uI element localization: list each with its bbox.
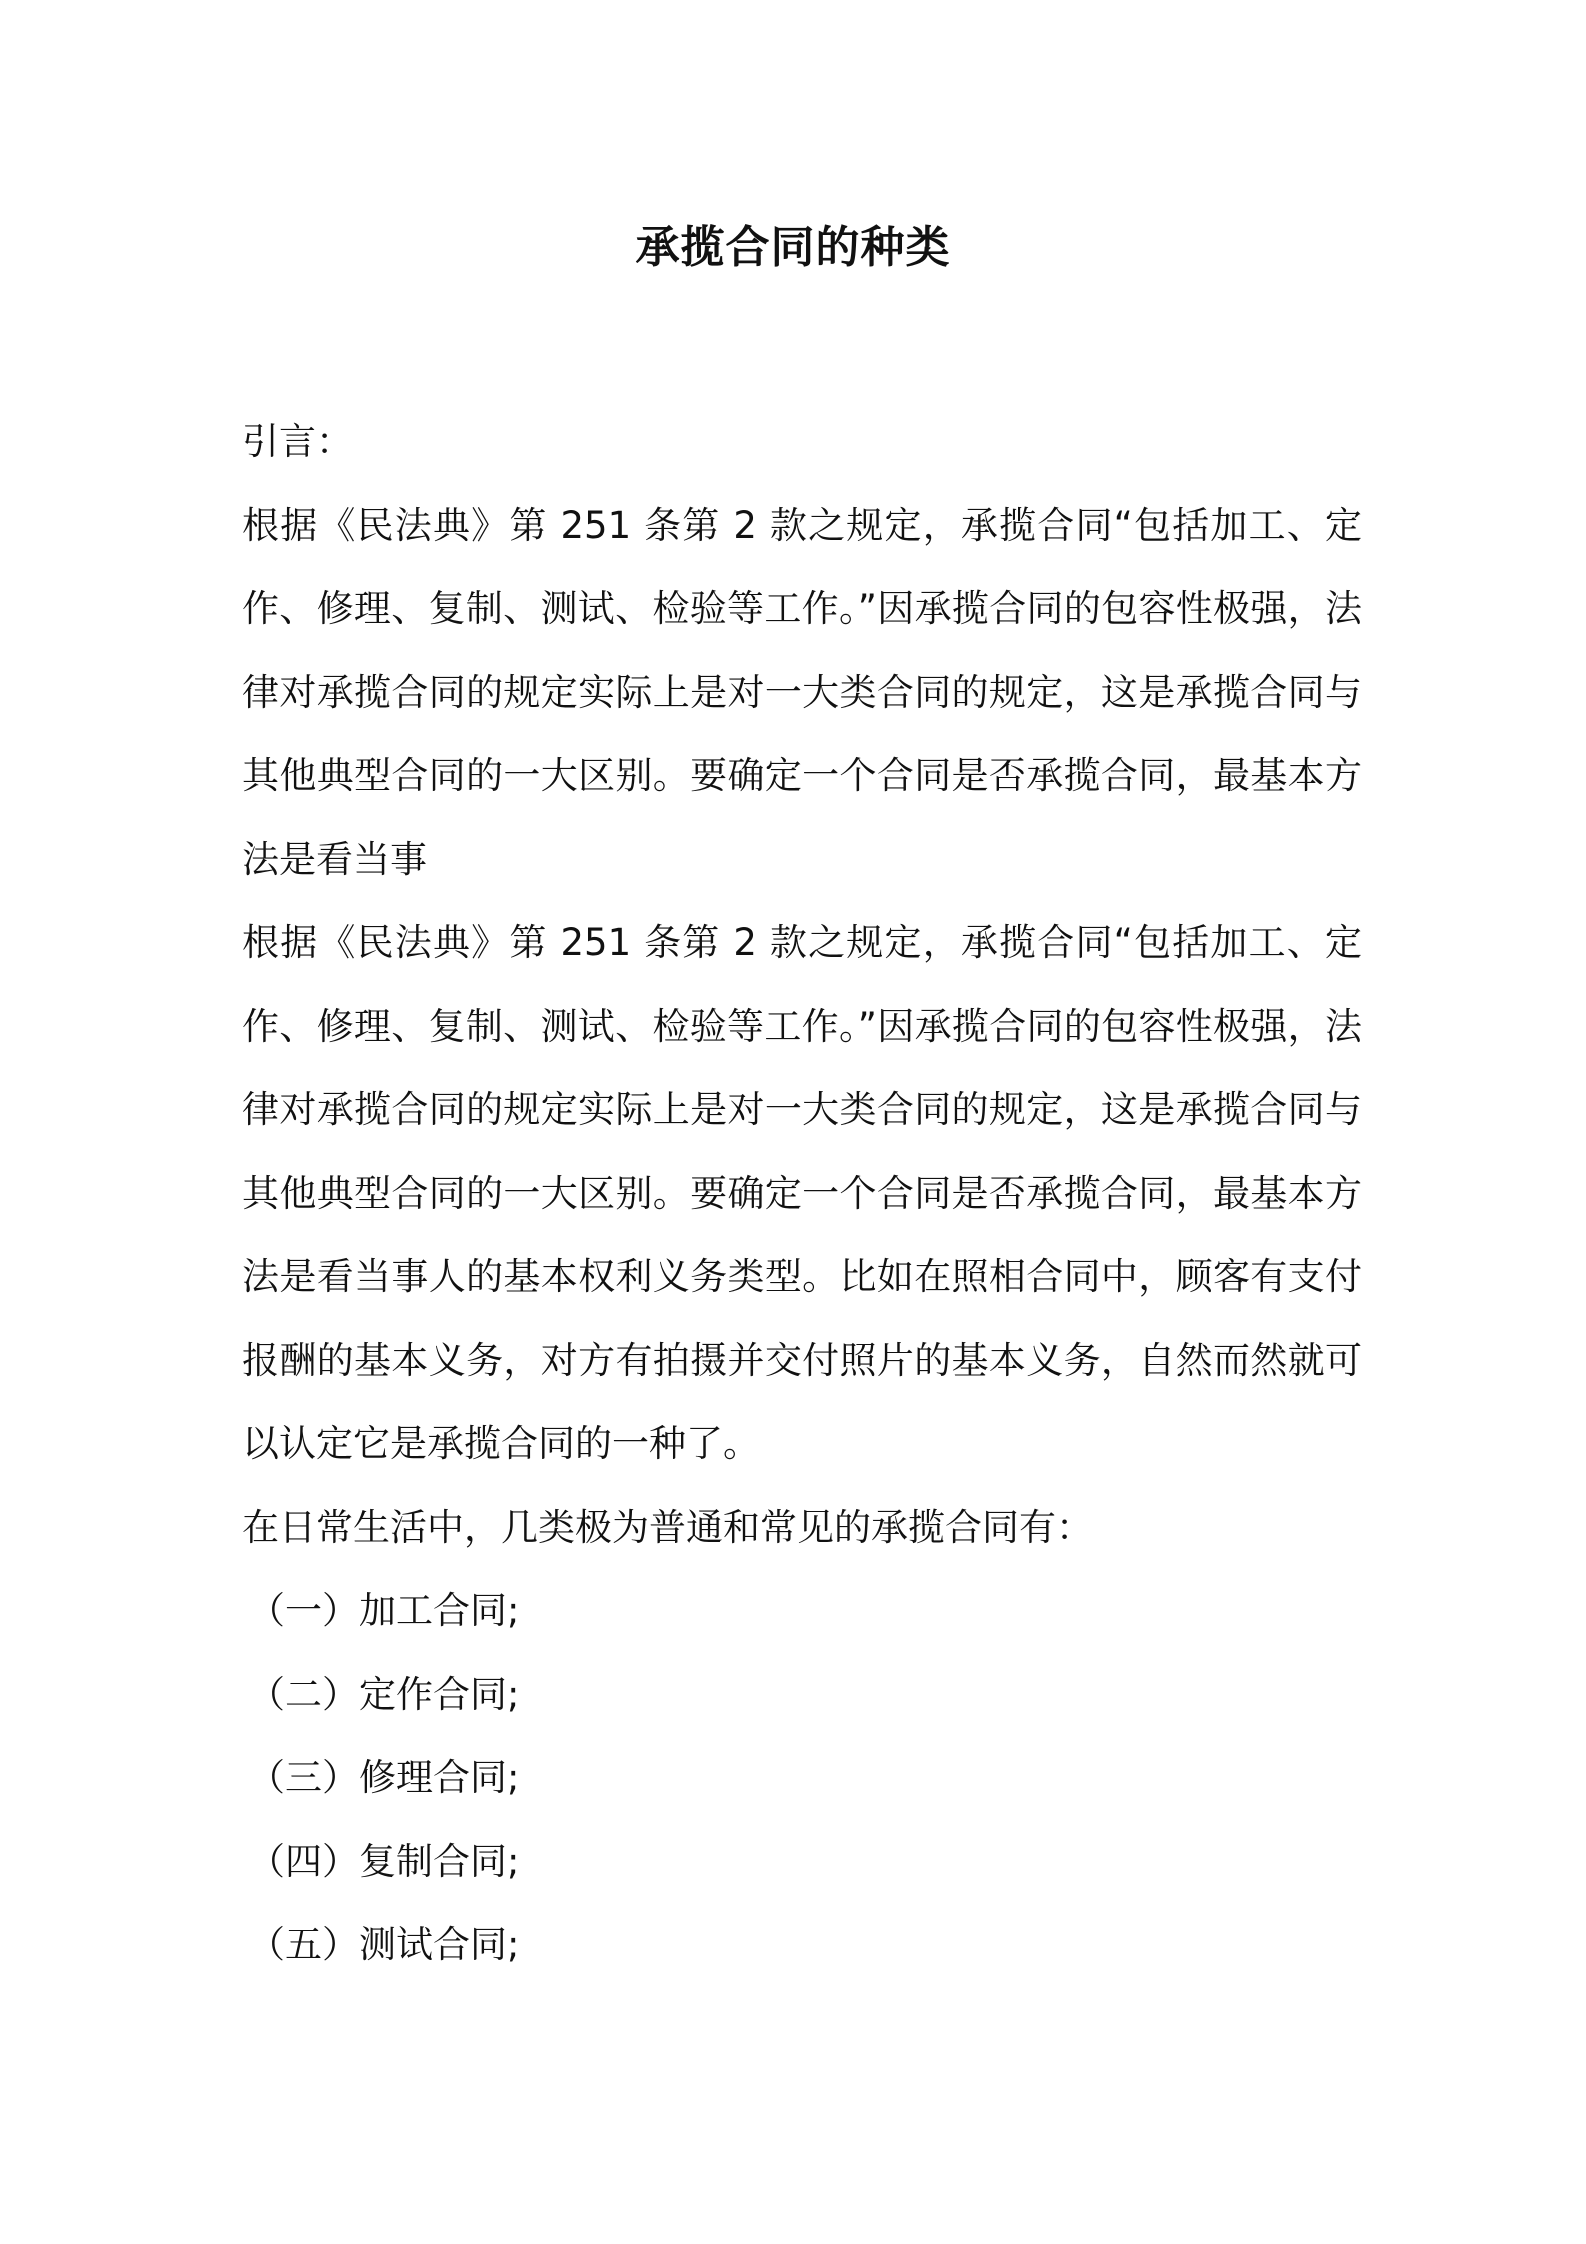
list-item <box>242 1569 1362 1653</box>
list-item <box>242 1903 1362 1987</box>
list-item <box>242 1653 1362 1737</box>
list-item-number: （三） <box>248 1756 359 1799</box>
list-item-number: （二） <box>248 1672 359 1716</box>
paragraph-1: 根据《民法典》第 251 条第 2 款之规定，承揽合同“包括加工、定作、修理、复制、测试、检验等工作。”因承揽合同的包容性极强，法律对承揽合同的规定实际上是对一大类合同的规定，这是承揽合同与其他典型合同的一大区别。要确定一个合同是否承揽合同，最基本方法是看当事 <box>242 503 1362 881</box>
paragraph-2: 根据《民法典》第 251 条第 2 款之规定，承揽合同“包括加工、定作、修理、复制、测试、检验等工作。”因承揽合同的包容性极强，法律对承揽合同的规定实际上是对一大类合同的规定，这是承揽合同与其他典型合同的一大区别。要确定一个合同是否承揽合同，最基本方法是看当事人的基本权利义务类型。比如在照相合同中，顾客有支付报酬的基本义务，对方有拍摄并交付照片的基本义务，自然而然就可以认定它是承揽合同的一种了。 <box>242 921 1362 1465</box>
list-item-number: （五） <box>248 1923 359 1966</box>
list-item <box>242 1736 1362 1820</box>
list-item-text: 测试合同; <box>359 1923 520 1966</box>
list-intro: 在日常生活中，几类极为普通和常见的承揽合同有： <box>242 1505 1093 1549</box>
list-item-number: （四） <box>248 1839 359 1883</box>
list-item <box>242 1820 1362 1904</box>
list-item-number: （一） <box>248 1589 359 1632</box>
document-title: 承揽合同的种类 <box>635 222 951 273</box>
list-item-text: 加工合同; <box>359 1589 520 1632</box>
list-item-text: 复制合同; <box>359 1839 520 1883</box>
list-item-text: 定作合同; <box>359 1672 520 1716</box>
document-body <box>242 400 1362 1987</box>
list-item-text: 修理合同; <box>359 1756 520 1799</box>
intro-label: 引言： <box>242 420 353 463</box>
